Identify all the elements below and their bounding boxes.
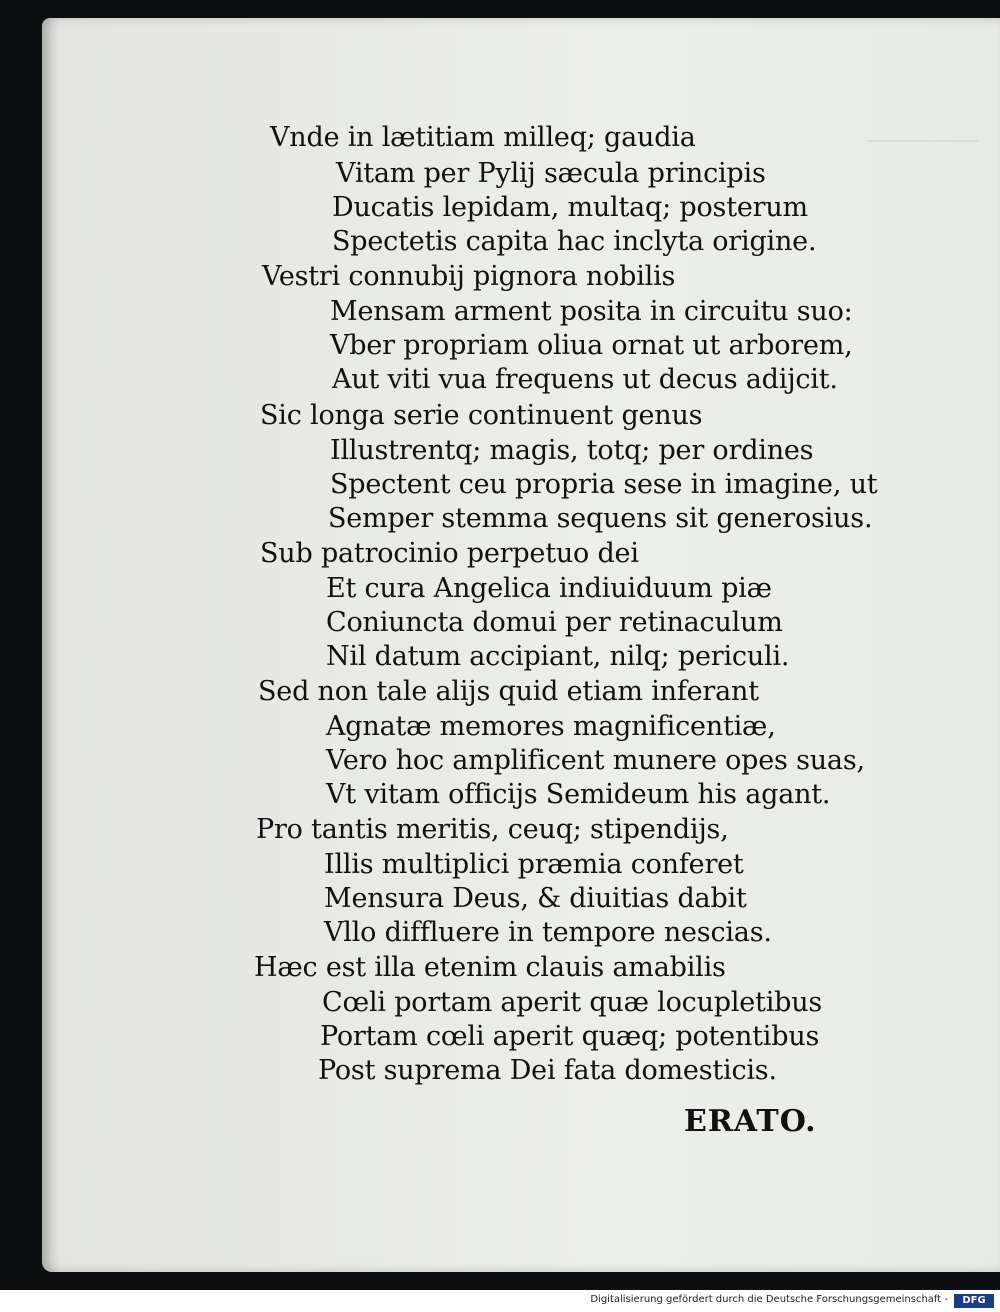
- poem-line: Spectent ceu propria sese in imagine, ut: [330, 469, 878, 500]
- poem-line: Semper stemma sequens sit generosius.: [328, 503, 873, 534]
- poem-line: Illustrentq; magis, totq; per ordines: [330, 435, 814, 466]
- poem-line: Vnde in lætitiam milleq; gaudia: [270, 122, 696, 153]
- poem-line: Portam cœli aperit quæq; potentibus: [320, 1021, 820, 1052]
- poem-line: Nil datum accipiant, nilq; periculi.: [326, 641, 790, 672]
- poem-line: Vber propriam oliua ornat ut arborem,: [330, 330, 853, 361]
- poem-line: Post suprema Dei fata domesticis.: [318, 1055, 777, 1086]
- poem-line: Sed non tale alijs quid etiam inferant: [258, 676, 759, 707]
- digitization-footer: [0, 1290, 1000, 1312]
- poem-line: Agnatæ memores magnificentiæ,: [326, 711, 776, 742]
- poem-line: Mensam arment posita in circuitu suo:: [330, 296, 853, 327]
- poem-line: Aut viti vua frequens ut decus adijcit.: [332, 364, 838, 395]
- poem-line: Ducatis lepidam, multaq; posterum: [332, 192, 808, 223]
- poem-line: Sub patrocinio perpetuo dei: [260, 538, 639, 569]
- footer-credit: Digitalisierung gefördert durch die Deutsche Forschungsgemeinschaft -: [590, 1294, 948, 1305]
- poem-line: Vllo diffluere in tempore nescias.: [324, 917, 772, 948]
- poem-line: Et cura Angelica indiuiduum piæ: [326, 573, 772, 604]
- poem-line: Vitam per Pylij sæcula principis: [336, 158, 766, 189]
- poem-line: Pro tantis meritis, ceuq; stipendijs,: [256, 814, 729, 845]
- poem-line: Vt vitam officijs Semideum his agant.: [326, 779, 831, 810]
- signature-erato: ERATO.: [684, 1104, 817, 1139]
- dfg-logo: DFG: [954, 1294, 994, 1308]
- poem-line: Cœli portam aperit quæ locupletibus: [322, 987, 823, 1018]
- poem-line: Coniuncta domui per retinaculum: [326, 607, 783, 638]
- poem-line: Spectetis capita hac inclyta origine.: [332, 226, 817, 257]
- poem-line: Sic longa serie continuent genus: [260, 400, 703, 431]
- poem-line: Mensura Deus, & diuitias dabit: [324, 883, 747, 914]
- poem-line: Vero hoc amplificent munere opes suas,: [326, 745, 865, 776]
- poem-line: Vestri connubij pignora nobilis: [262, 261, 676, 292]
- poem-line: Hæc est illa etenim clauis amabilis: [254, 952, 726, 983]
- poem-line: Illis multiplici præmia conferet: [324, 849, 744, 880]
